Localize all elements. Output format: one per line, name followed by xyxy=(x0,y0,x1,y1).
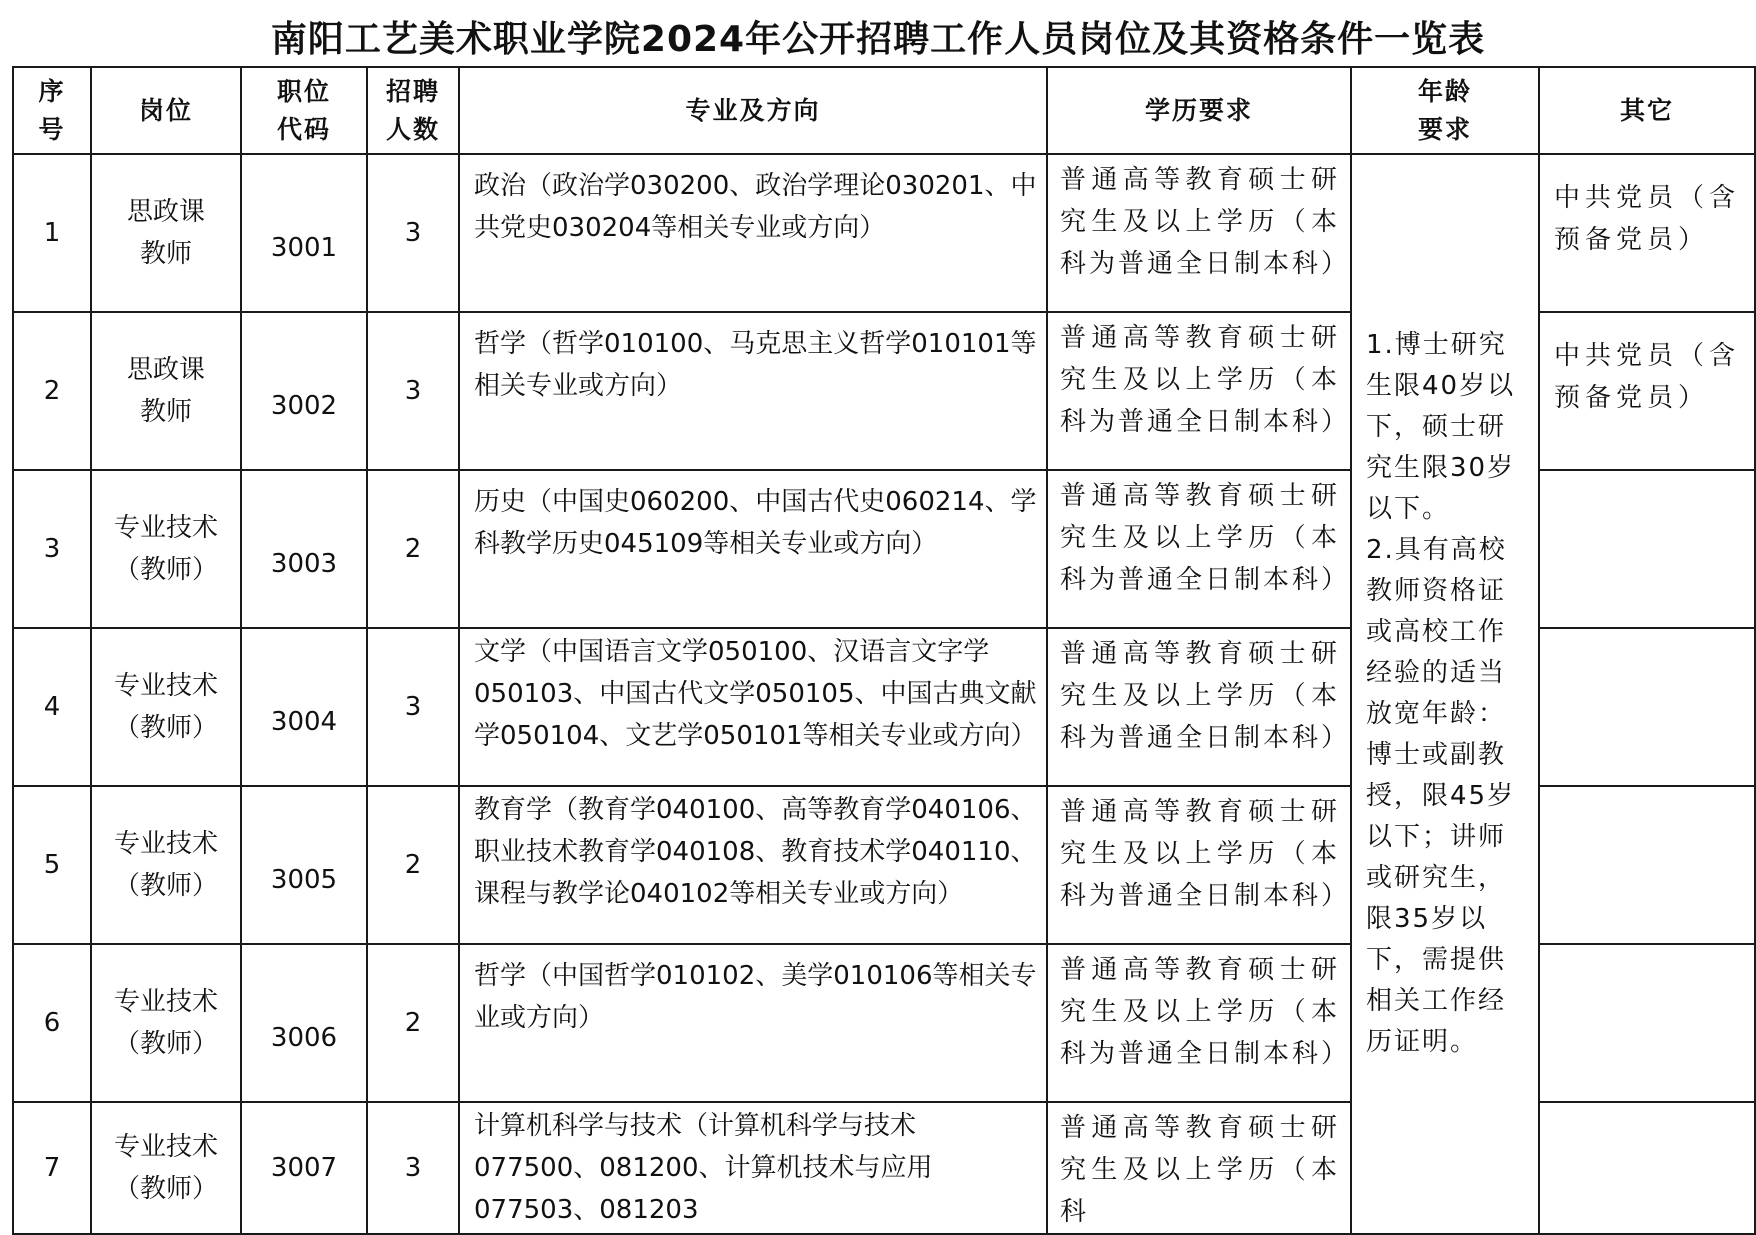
positions-table xyxy=(12,66,1756,1235)
row-count: 3 xyxy=(367,312,459,470)
row-code: 3003 xyxy=(241,470,367,628)
row-post: 思政课 教师 xyxy=(91,154,241,312)
row-code: 3002 xyxy=(241,312,367,470)
row-count: 3 xyxy=(367,628,459,786)
header-other: 其它 xyxy=(1539,67,1755,154)
row-other: 中共党员（含预备党员） xyxy=(1539,312,1755,470)
row-seq: 5 xyxy=(13,786,91,944)
row-seq: 3 xyxy=(13,470,91,628)
row-post: 专业技术 （教师） xyxy=(91,786,241,944)
row-education: 普通高等教育硕士研究生及以上学历（本科为普通全日制本科） xyxy=(1047,628,1351,786)
row-education: 普通高等教育硕士研究生及以上学历（本科 xyxy=(1047,1102,1351,1234)
row-post: 专业技术 （教师） xyxy=(91,1102,241,1234)
row-post: 专业技术 （教师） xyxy=(91,628,241,786)
row-count: 3 xyxy=(367,1102,459,1234)
header-age: 年龄 要求 xyxy=(1351,67,1539,154)
row-post: 专业技术 （教师） xyxy=(91,944,241,1102)
row-education: 普通高等教育硕士研究生及以上学历（本科为普通全日制本科） xyxy=(1047,470,1351,628)
age-requirement: 1.博士研究生限40岁以下，硕士研究生限30岁以下。 2.具有高校教师资格证或高校工作经验的适当放宽年龄：博士或副教授，限45岁以下；讲师或研究生，限35岁以下，需提供相关工作经历证明。 xyxy=(1351,154,1539,1234)
row-education: 普通高等教育硕士研究生及以上学历（本科为普通全日制本科） xyxy=(1047,312,1351,470)
row-code: 3007 xyxy=(241,1102,367,1234)
document-title: 南阳工艺美术职业学院2024年公开招聘工作人员岗位及其资格条件一览表 xyxy=(270,19,1486,60)
row-major: 历史（中国史060200、中国古代史060214、学科教学历史045109等相关专业或方向） xyxy=(459,470,1047,628)
row-major: 哲学（中国哲学010102、美学010106等相关专业或方向） xyxy=(459,944,1047,1102)
row-count: 2 xyxy=(367,944,459,1102)
row-code: 3006 xyxy=(241,944,367,1102)
row-code: 3001 xyxy=(241,154,367,312)
row-count: 2 xyxy=(367,470,459,628)
row-seq: 7 xyxy=(13,1102,91,1234)
row-other xyxy=(1539,470,1755,628)
row-seq: 6 xyxy=(13,944,91,1102)
header-major: 专业及方向 xyxy=(459,67,1047,154)
row-major: 文学（中国语言文学050100、汉语言文字学050103、中国古代文学050105、中国古典文献学050104、文艺学050101等相关专业或方向） xyxy=(459,628,1047,786)
header-seq: 序 号 xyxy=(13,67,91,154)
row-seq: 4 xyxy=(13,628,91,786)
row-major: 政治（政治学030200、政治学理论030201、中共党史030204等相关专业或方向） xyxy=(459,154,1047,312)
row-post: 思政课 教师 xyxy=(91,312,241,470)
row-education: 普通高等教育硕士研究生及以上学历（本科为普通全日制本科） xyxy=(1047,154,1351,312)
header-post: 岗位 xyxy=(91,67,241,154)
row-seq: 2 xyxy=(13,312,91,470)
header-education: 学历要求 xyxy=(1047,67,1351,154)
row-other xyxy=(1539,786,1755,944)
row-other xyxy=(1539,944,1755,1102)
row-count: 2 xyxy=(367,786,459,944)
row-other: 中共党员（含预备党员） xyxy=(1539,154,1755,312)
row-post: 专业技术 （教师） xyxy=(91,470,241,628)
header-row xyxy=(13,67,1755,154)
row-education: 普通高等教育硕士研究生及以上学历（本科为普通全日制本科） xyxy=(1047,786,1351,944)
header-code: 职位 代码 xyxy=(241,67,367,154)
row-major: 哲学（哲学010100、马克思主义哲学010101等相关专业或方向） xyxy=(459,312,1047,470)
row-other xyxy=(1539,628,1755,786)
row-code: 3005 xyxy=(241,786,367,944)
row-major: 教育学（教育学040100、高等教育学040106、职业技术教育学040108、教育技术学040110、课程与教学论040102等相关专业或方向） xyxy=(459,786,1047,944)
row-code: 3004 xyxy=(241,628,367,786)
table-row xyxy=(13,154,1755,312)
row-seq: 1 xyxy=(13,154,91,312)
row-count: 3 xyxy=(367,154,459,312)
row-major: 计算机科学与技术（计算机科学与技术077500、081200、计算机技术与应用077503、081203 xyxy=(459,1102,1047,1234)
row-education: 普通高等教育硕士研究生及以上学历（本科为普通全日制本科） xyxy=(1047,944,1351,1102)
header-count: 招聘 人数 xyxy=(367,67,459,154)
row-other xyxy=(1539,1102,1755,1234)
